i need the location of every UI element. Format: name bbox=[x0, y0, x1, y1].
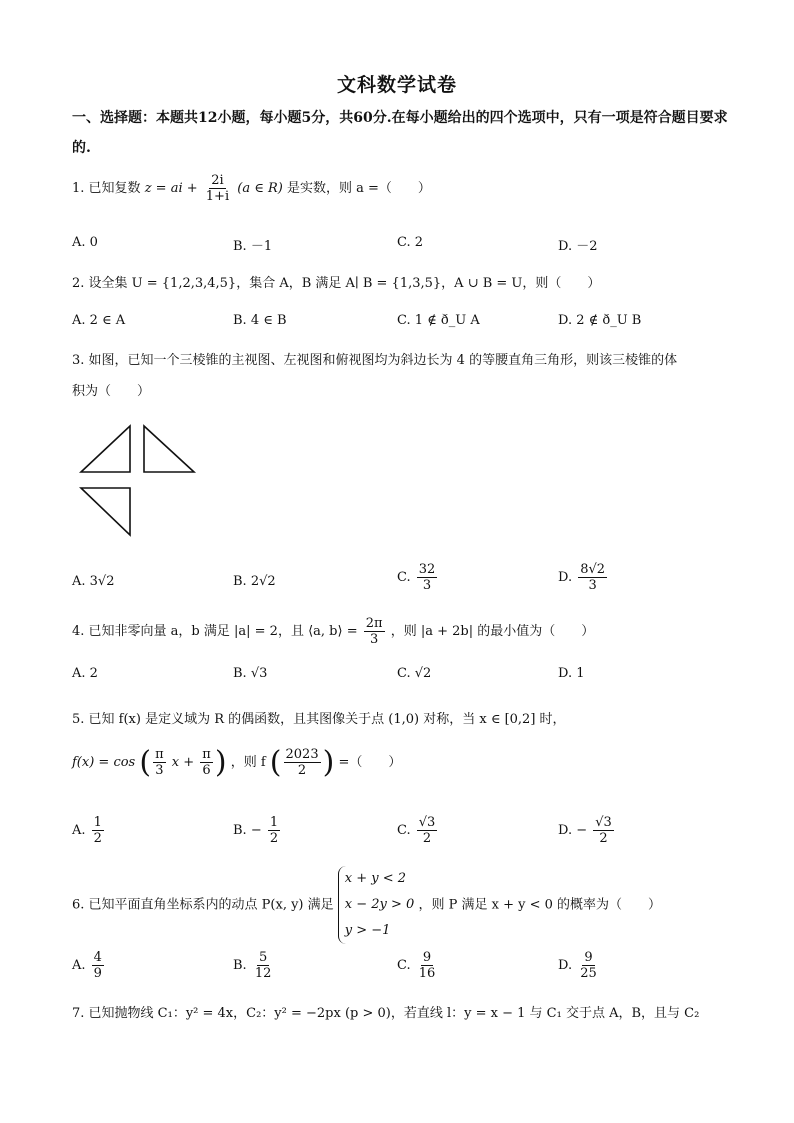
q5-option-c: C. $\frac{√3}{2}$ bbox=[397, 815, 436, 846]
q3-option-c-label: C. bbox=[397, 570, 411, 585]
q5-end: =（ ） bbox=[338, 755, 402, 770]
q1-option-d: D. －2 bbox=[558, 239, 598, 254]
q2-option-d: D. 2 ∉ ð_U B bbox=[558, 313, 642, 328]
q3-d-numerator: 8√2 bbox=[580, 562, 606, 577]
q1-fraction bbox=[204, 173, 231, 204]
q6-ineq-3: y > −1 bbox=[344, 923, 391, 938]
q5-option-b: B. − $\frac{1}{2}$ bbox=[233, 815, 279, 846]
q1-expr-post: (a ∈ R) bbox=[237, 181, 283, 196]
q4-option-b: B. √3 bbox=[233, 666, 268, 681]
q4-post: ，则 |a + 2b| 的最小值为（ ） bbox=[390, 624, 595, 639]
q1-frac-denominator: 1+i bbox=[205, 189, 230, 204]
q5-frac1-n: π bbox=[155, 747, 164, 762]
side-view-triangle bbox=[144, 426, 194, 472]
q6-post: ，则 P 满足 x + y < 0 的概率为（ ） bbox=[418, 897, 662, 913]
q1-option-b: B. －1 bbox=[233, 239, 273, 254]
q5-func: f(x) = cos bbox=[72, 755, 136, 770]
q5-frac3-n: 2023 bbox=[285, 747, 319, 762]
q6-ineq-1: x + y < 2 bbox=[344, 871, 407, 886]
question-4 bbox=[72, 616, 594, 647]
q5-frac3-d: 2 bbox=[297, 763, 307, 778]
top-view-triangle bbox=[81, 488, 130, 535]
q4-option-a: A. 2 bbox=[72, 666, 98, 681]
q1-frac-numerator: 2i bbox=[211, 173, 224, 188]
q6-option-a: A. $\frac{4}{9}$ bbox=[72, 950, 102, 981]
q4-pre: 4. 已知非零向量 a，b 满足 |a| = 2，且 ⟨a, b⟩ = bbox=[72, 624, 358, 639]
q3-option-d-label: D. bbox=[558, 570, 573, 585]
q3-option-b: B. 2√2 bbox=[233, 574, 276, 589]
q2-option-b: B. 4 ∈ B bbox=[233, 313, 287, 328]
question-1 bbox=[72, 173, 431, 204]
q2-option-a: A. 2 ∈ A bbox=[72, 313, 126, 328]
q4-frac-numerator: 2π bbox=[365, 616, 383, 631]
q3-c-denominator: 3 bbox=[422, 578, 432, 593]
q6-option-d: D. $\frac{9}{25}$ bbox=[558, 950, 597, 981]
q5-option-d: D. − $\frac{√3}{2}$ bbox=[558, 815, 612, 846]
q6-pre: 6. 已知平面直角坐标系内的动点 P(x, y) 满足 bbox=[72, 897, 334, 913]
q6-ineq-2: x − 2y > 0 bbox=[344, 897, 415, 912]
question-3-line2: 积为（ ） bbox=[72, 384, 151, 399]
question-5-line1: 5. 已知 f(x) 是定义域为 R 的偶函数，且其图像关于点 (1,0) 对称，当 x ∈ [0,2] 时， bbox=[72, 712, 566, 727]
q3-option-a: A. 3√2 bbox=[72, 574, 115, 589]
question-6 bbox=[72, 866, 661, 944]
q4-option-c: C. √2 bbox=[397, 666, 432, 681]
question-5-line2: f(x) = cos ( $\frac{\pi}{3}$ x + $\frac{\pi}{6}$ ) ，则 f ( $\frac{2023}{2}$ ) =（ ） bbox=[72, 745, 402, 780]
q6-option-b: B. $\frac{5}{12}$ bbox=[233, 950, 272, 981]
q5-post: ，则 f bbox=[230, 755, 266, 770]
front-view-triangle bbox=[81, 426, 130, 472]
three-view-figure bbox=[76, 420, 200, 540]
q1-option-a: A. 0 bbox=[72, 235, 98, 250]
q6-inequality-system bbox=[338, 866, 415, 944]
q5-frac2-d: 6 bbox=[202, 763, 211, 778]
q5-option-a: A. $\frac{1}{2}$ bbox=[72, 815, 102, 846]
q6-option-c: C. $\frac{9}{16}$ bbox=[397, 950, 436, 981]
q1-expr-pre: z = ai + bbox=[144, 181, 198, 196]
q4-frac-denominator: 3 bbox=[370, 632, 379, 647]
q3-c-numerator: 32 bbox=[418, 562, 436, 577]
question-2: 2. 设全集 U = {1,2,3,4,5}，集合 A，B 满足 A∣ B = {1,3,5}，A ∪ B = U，则（ ） bbox=[72, 276, 601, 291]
q3-option-d bbox=[558, 562, 609, 593]
page-title: 文科数学试卷 bbox=[336, 74, 457, 96]
question-3-line1: 3. 如图，已知一个三棱锥的主视图、左视图和俯视图均为斜边长为 4 的等腰直角三角形，则该三棱锥的体 bbox=[72, 353, 678, 368]
q5-frac1-d: 3 bbox=[155, 763, 164, 778]
q5-frac2-n: π bbox=[202, 747, 211, 762]
q3-option-c bbox=[397, 562, 439, 593]
q1-number: 1. 已知复数 bbox=[72, 181, 141, 196]
question-7: 7. 已知抛物线 C₁：y² = 4x，C₂：y² = −2px (p > 0)，若直线 l：y = x − 1 与 C₁ 交于点 A，B，且与 C₂ bbox=[72, 1006, 700, 1021]
section-heading: 一、选择题：本题共12小题，每小题5分，共60分.在每小题给出的四个选项中，只有一项是符合题目要求的. bbox=[72, 110, 728, 156]
q1-option-c: C. 2 bbox=[397, 235, 424, 250]
q1-tail: 是实数，则 a =（ ） bbox=[286, 181, 431, 196]
q3-d-denominator: 3 bbox=[588, 578, 597, 593]
q2-option-c: C. 1 ∉ ð_U A bbox=[397, 313, 480, 328]
q4-option-d: D. 1 bbox=[558, 666, 585, 681]
q5-mid: x + bbox=[171, 755, 195, 770]
